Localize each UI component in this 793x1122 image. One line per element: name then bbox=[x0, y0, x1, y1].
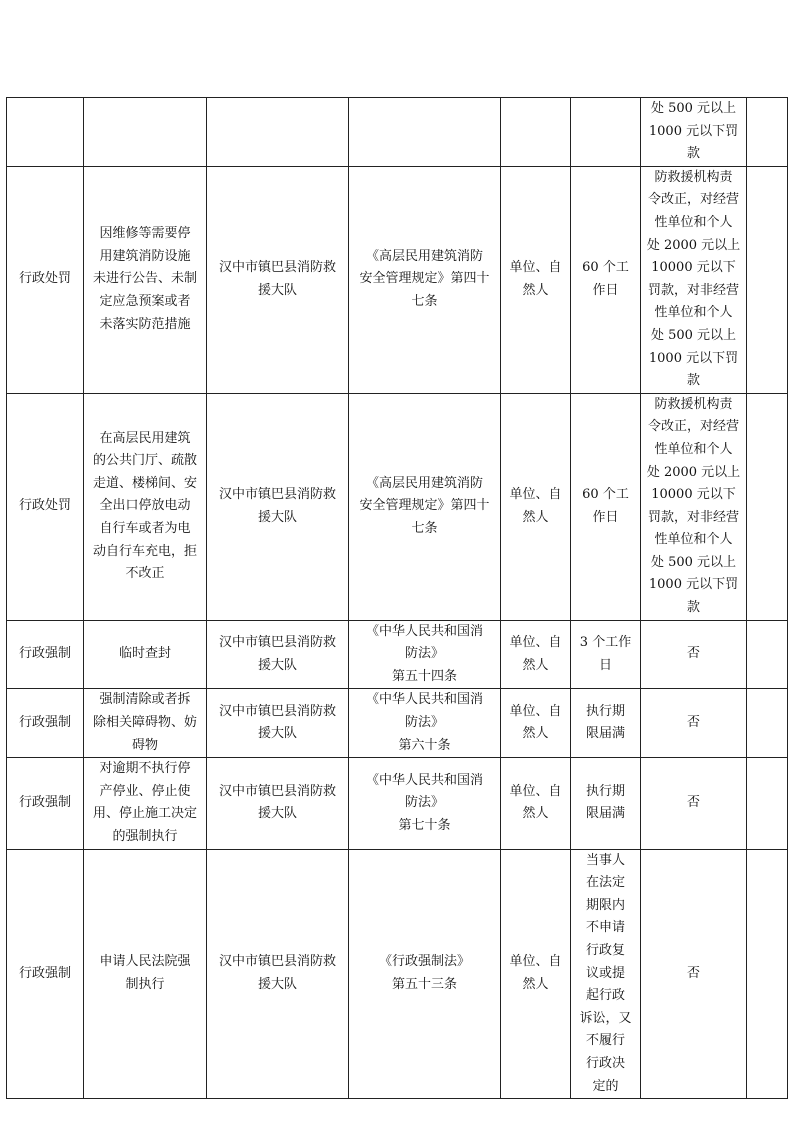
penalty-cell: 防救援机构责 令改正，对经营 性单位和个人 处 2000 元以上 10000 元以下 罚款，对非经营 性单位和个人 处 500 元以上 1000 元以下罚 款 bbox=[641, 166, 747, 393]
note-cell bbox=[747, 166, 788, 393]
type-cell bbox=[7, 98, 84, 167]
time-limit-cell: 60 个工 作日 bbox=[571, 393, 641, 620]
note-cell bbox=[747, 98, 788, 167]
type-cell: 行政强制 bbox=[7, 758, 84, 849]
time-limit-cell: 当事人 在法定 期限内 不申请 行政复 议或提 起行政 诉讼，又 不履行 行政决 定的 bbox=[571, 849, 641, 1099]
item-cell: 临时查封 bbox=[84, 620, 207, 689]
table-row bbox=[7, 689, 788, 758]
subject-cell: 单位、自 然人 bbox=[501, 393, 571, 620]
basis-cell: 《高层民用建筑消防 安全管理规定》第四十 七条 bbox=[349, 393, 501, 620]
subject-cell: 单位、自 然人 bbox=[501, 758, 571, 849]
time-limit-cell: 执行期 限届满 bbox=[571, 758, 641, 849]
agency-cell: 汉中市镇巴县消防救 援大队 bbox=[207, 849, 349, 1099]
agency-cell: 汉中市镇巴县消防救 援大队 bbox=[207, 758, 349, 849]
type-cell: 行政处罚 bbox=[7, 393, 84, 620]
subject-cell: 单位、自 然人 bbox=[501, 620, 571, 689]
time-limit-cell: 60 个工 作日 bbox=[571, 166, 641, 393]
table-row bbox=[7, 849, 788, 1099]
item-cell: 申请人民法院强 制执行 bbox=[84, 849, 207, 1099]
subject-cell: 单位、自 然人 bbox=[501, 166, 571, 393]
agency-cell: 汉中市镇巴县消防救 援大队 bbox=[207, 166, 349, 393]
basis-cell: 《中华人民共和国消 防法》 第七十条 bbox=[349, 758, 501, 849]
item-cell: 在高层民用建筑 的公共门厅、疏散 走道、楼梯间、安 全出口停放电动 自行车或者为电 动自行车充电，拒 不改正 bbox=[84, 393, 207, 620]
enforcement-table bbox=[6, 97, 788, 1099]
time-limit-cell bbox=[571, 98, 641, 167]
agency-cell bbox=[207, 98, 349, 167]
penalty-cell: 否 bbox=[641, 758, 747, 849]
note-cell bbox=[747, 689, 788, 758]
basis-cell: 《中华人民共和国消 防法》 第六十条 bbox=[349, 689, 501, 758]
agency-cell: 汉中市镇巴县消防救 援大队 bbox=[207, 620, 349, 689]
table-row bbox=[7, 758, 788, 849]
table-row bbox=[7, 393, 788, 620]
penalty-cell: 处 500 元以上 1000 元以下罚 款 bbox=[641, 98, 747, 167]
table-row bbox=[7, 98, 788, 167]
type-cell: 行政强制 bbox=[7, 620, 84, 689]
basis-cell: 《中华人民共和国消 防法》 第五十四条 bbox=[349, 620, 501, 689]
penalty-cell: 否 bbox=[641, 849, 747, 1099]
penalty-cell: 否 bbox=[641, 689, 747, 758]
note-cell bbox=[747, 393, 788, 620]
agency-cell: 汉中市镇巴县消防救 援大队 bbox=[207, 689, 349, 758]
table-row bbox=[7, 166, 788, 393]
note-cell bbox=[747, 620, 788, 689]
type-cell: 行政处罚 bbox=[7, 166, 84, 393]
item-cell: 强制清除或者拆 除相关障碍物、妨 碍物 bbox=[84, 689, 207, 758]
note-cell bbox=[747, 758, 788, 849]
subject-cell bbox=[501, 98, 571, 167]
penalty-cell: 防救援机构责 令改正，对经营 性单位和个人 处 2000 元以上 10000 元以下 罚款，对非经营 性单位和个人 处 500 元以上 1000 元以下罚 款 bbox=[641, 393, 747, 620]
subject-cell: 单位、自 然人 bbox=[501, 689, 571, 758]
note-cell bbox=[747, 849, 788, 1099]
agency-cell: 汉中市镇巴县消防救 援大队 bbox=[207, 393, 349, 620]
table-row bbox=[7, 620, 788, 689]
type-cell: 行政强制 bbox=[7, 689, 84, 758]
subject-cell: 单位、自 然人 bbox=[501, 849, 571, 1099]
item-cell: 因维修等需要停 用建筑消防设施 未进行公告、未制 定应急预案或者 未落实防范措施 bbox=[84, 166, 207, 393]
time-limit-cell: 3 个工作 日 bbox=[571, 620, 641, 689]
basis-cell: 《行政强制法》 第五十三条 bbox=[349, 849, 501, 1099]
time-limit-cell: 执行期 限届满 bbox=[571, 689, 641, 758]
basis-cell bbox=[349, 98, 501, 167]
item-cell: 对逾期不执行停 产停业、停止使 用、停止施工决定 的强制执行 bbox=[84, 758, 207, 849]
item-cell bbox=[84, 98, 207, 167]
type-cell: 行政强制 bbox=[7, 849, 84, 1099]
penalty-cell: 否 bbox=[641, 620, 747, 689]
basis-cell: 《高层民用建筑消防 安全管理规定》第四十 七条 bbox=[349, 166, 501, 393]
